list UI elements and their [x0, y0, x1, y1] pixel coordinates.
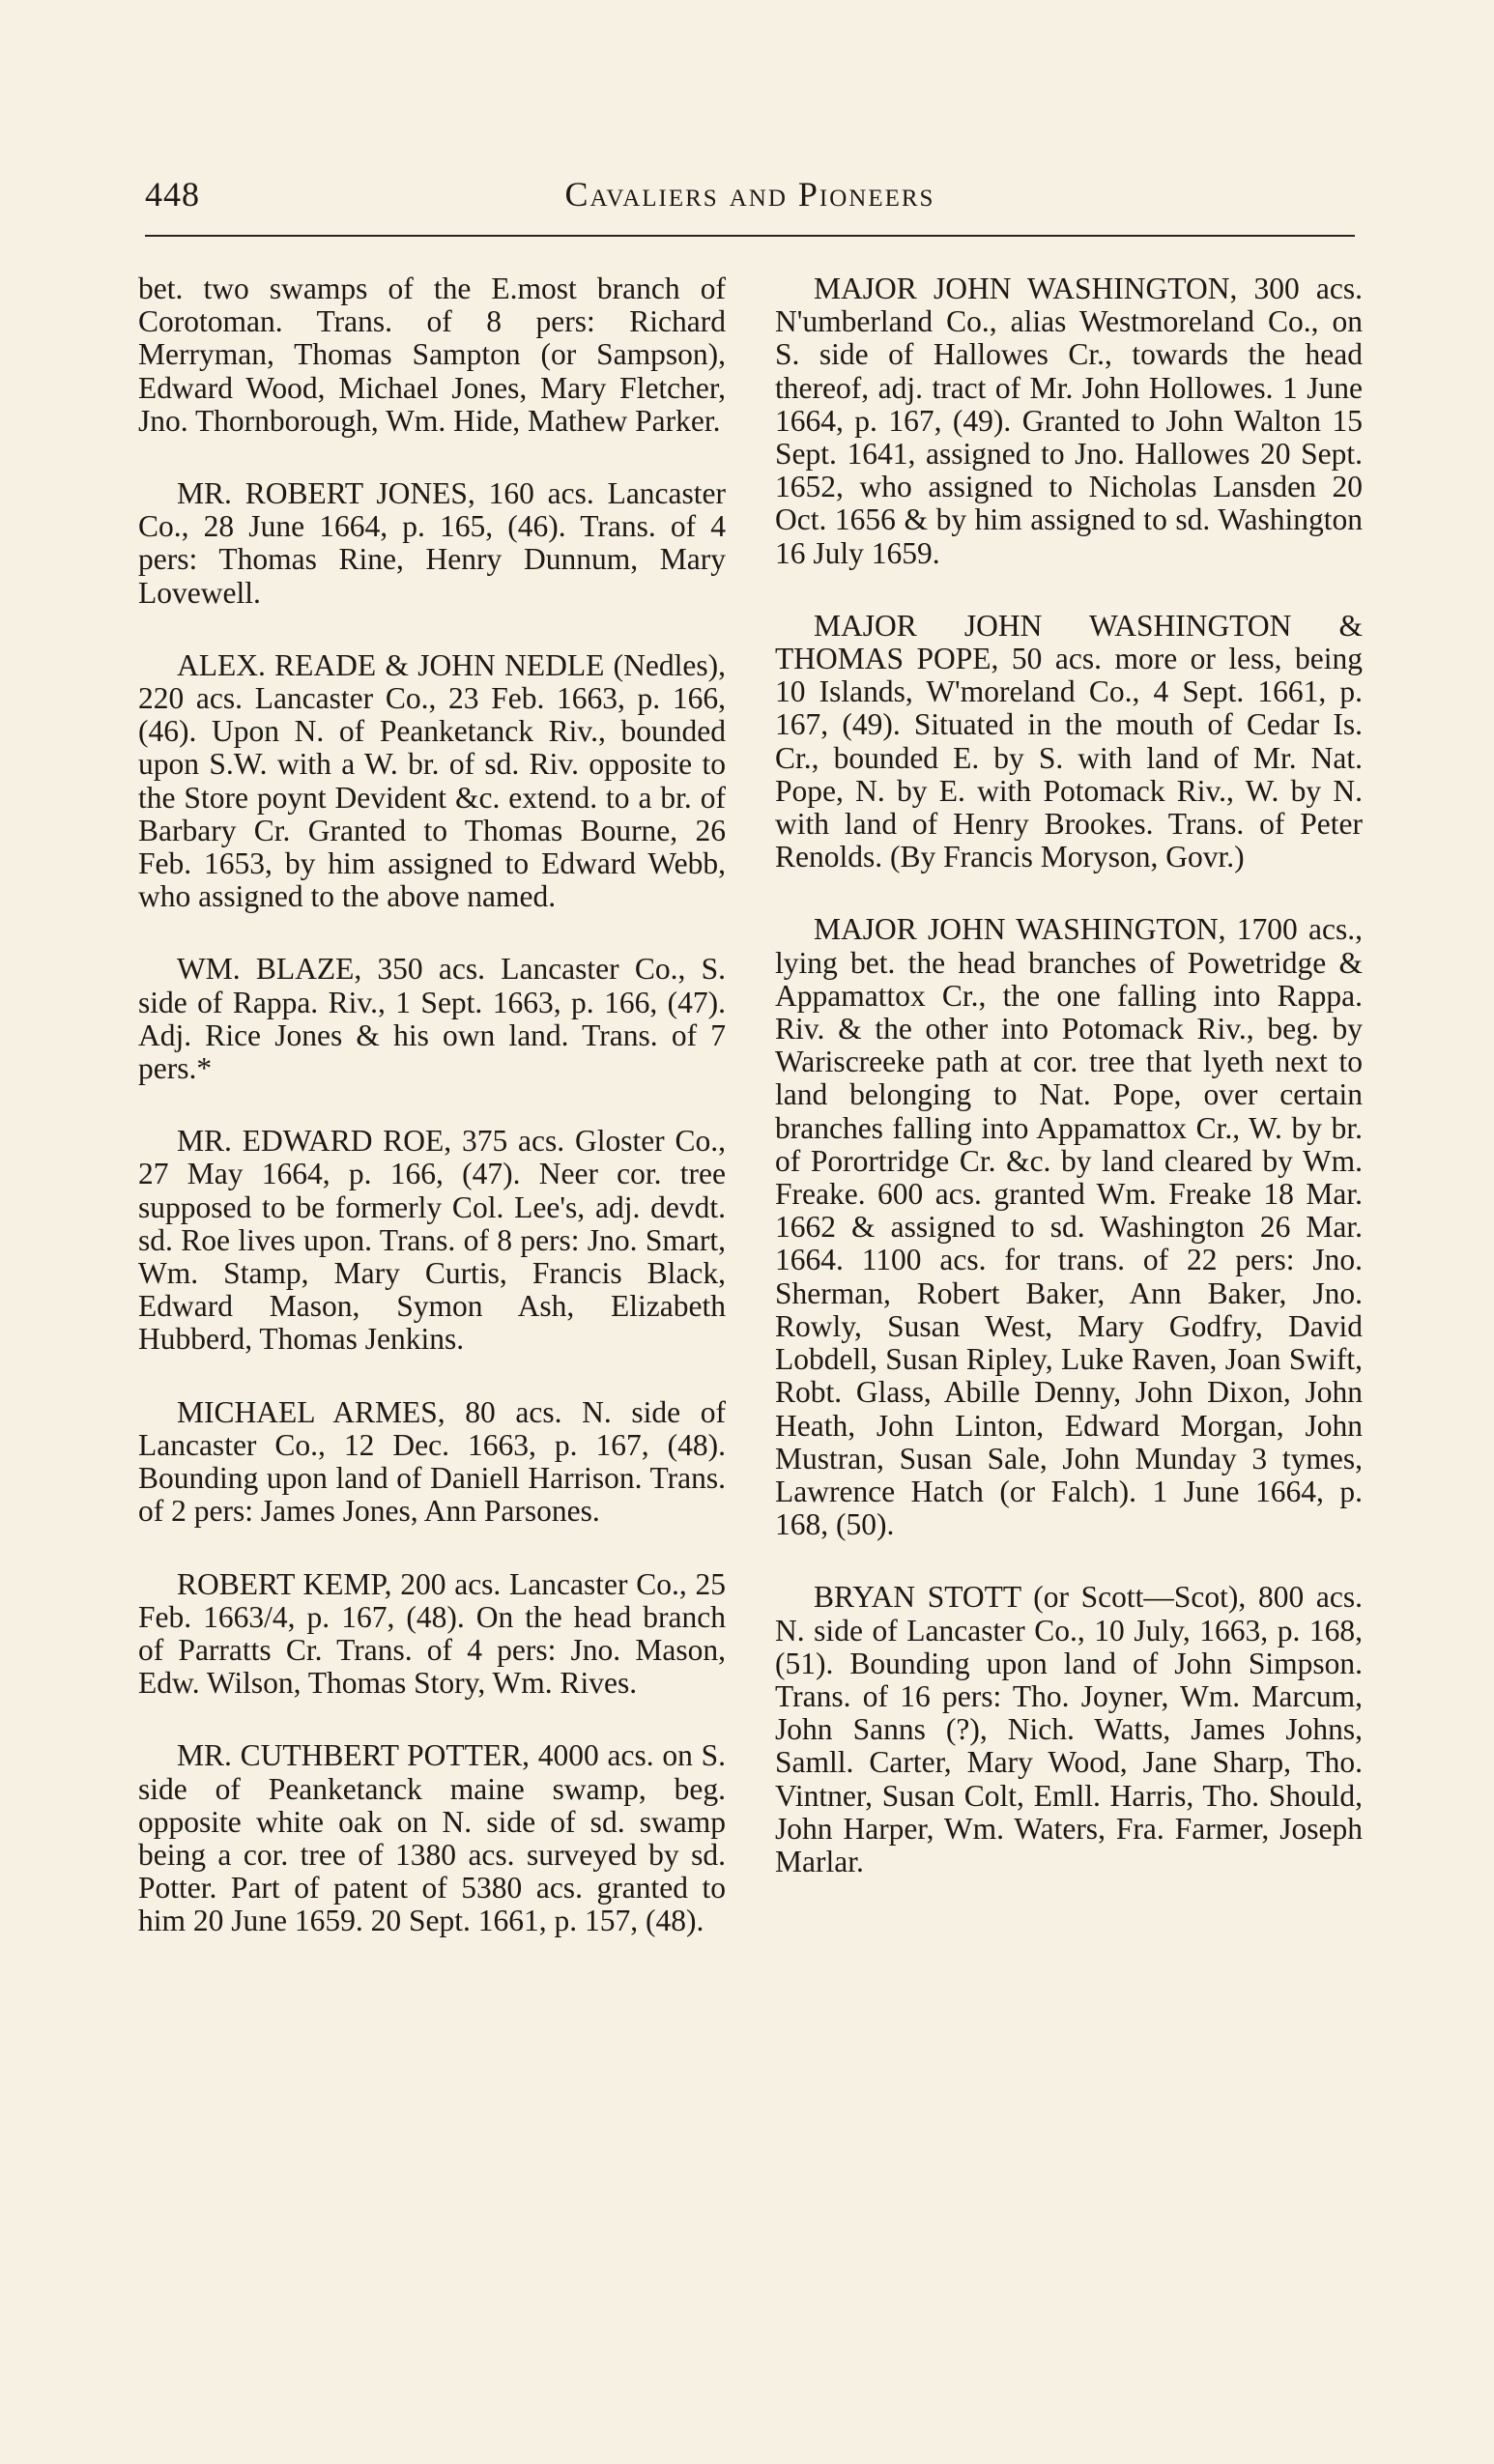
entry-continued: bet. two swamps of the E.most branch of Corotoman. Trans. of 8 pers: Richard Merryman, Thomas Sampton (or Sampson), Edward Wood, Michael Jones, Mary Fletcher, Jno. Thornborough, Wm. Hide, Mathew Parker. — [138, 272, 726, 438]
entry-reade-nedle: ALEX. READE & JOHN NEDLE (Nedles), 220 acs. Lancaster Co., 23 Feb. 1663, p. 166, (46). Upon N. of Peanketanck Riv., bounded upon S.W. with a W. br. of sd. Riv. opposite to the Store poynt Devident &c. extend. to a br. of Barbary Cr. Granted to Thomas Bourne, 26 Feb. 1653, by him assigned to Edward Webb, who assigned to the above named. — [138, 647, 726, 914]
entry-wm-blaze: WM. BLAZE, 350 acs. Lancaster Co., S. side of Rappa. Riv., 1 Sept. 1663, p. 166, (47). Adj. Rice Jones & his own land. Trans. of 7 pers.* — [138, 952, 726, 1086]
running-title: Cavaliers and Pioneers — [564, 175, 935, 214]
entry-washington-1700: MAJOR JOHN WASHINGTON, 1700 acs., lying bet. the head branches of Powetridge & Appamattox Cr., the one falling into Rappa. Riv. & the other into Potomack Riv., beg. by Wariscreeke path at cor. tree that lyeth next to land belonging to Nat. Pope, over certain branches falling into Appamattox Cr., W. by br. of Porortridge Cr. &c. by land cleared by Wm. Freake. 600 acs. granted Wm. Freake 18 Mar. 1662 & assigned to sd. Washington 26 Mar. 1664. 1100 acs. for trans. of 22 pers: Jno. Sherman, Robert Baker, Ann Baker, Jno. Rowly, Susan West, Mary Godfry, David Lobdell, Susan Ripley, Luke Raven, Joan Swift, Robt. Glass, Abille Denny, John Dixon, John Heath, John Linton, Edward Morgan, John Mustran, Susan Sale, John Munday 3 tymes, Lawrence Hatch (or Falch). 1 June 1664, p. 168, (50). — [775, 912, 1363, 1542]
entry-edward-roe: MR. EDWARD ROE, 375 acs. Gloster Co., 27 May 1664, p. 166, (47). Neer cor. tree supposed to be formerly Col. Lee's, adj. devdt. sd. Roe lives upon. Trans. of 8 pers: Jno. Smart, Wm. Stamp, Mary Curtis, Francis Black, Edward Mason, Symon Ash, Elizabeth Hubberd, Thomas Jenkins. — [138, 1124, 726, 1357]
page-header — [145, 174, 1355, 232]
entry-bryan-stott: BRYAN STOTT (or Scott—Scot), 800 acs. N. side of Lancaster Co., 10 July, 1663, p. 168, (51). Bounding upon land of John Simpson. Trans. of 16 pers: Tho. Joyner, Wm. Marcum, John Sanns (?), Nich. Watts, James Johns, Samll. Carter, Mary Wood, Jane Sharp, Tho. Vintner, Susan Colt, Emll. Harris, Tho. Should, John Harper, Wm. Waters, Fra. Farmer, Joseph Marlar. — [775, 1580, 1363, 1878]
entry-robert-jones: MR. ROBERT JONES, 160 acs. Lancaster Co., 28 June 1664, p. 165, (46). Trans. of 4 pers: Thomas Rine, Henry Dunnum, Mary Lovewell. — [138, 476, 726, 610]
entry-washington-300: MAJOR JOHN WASHINGTON, 300 acs. N'umberland Co., alias Westmoreland Co., on S. side of Hallowes Cr., towards the head thereof, adj. tract of Mr. John Hollowes. 1 June 1664, p. 167, (49). Granted to John Walton 15 Sept. 1641, assigned to Jno. Hallowes 20 Sept. 1652, who assigned to Nicholas Lansden 20 Oct. 1656 & by him assigned to sd. Washington 16 July 1659. — [775, 272, 1363, 570]
right-column — [775, 272, 1363, 1918]
page-number: 448 — [145, 175, 200, 214]
entry-cuthbert-potter: MR. CUTHBERT POTTER, 4000 acs. on S. side of Peanketanck maine swamp, beg. opposite white oak on N. side of sd. swamp being a cor. tree of 1380 acs. surveyed by sd. Potter. Part of patent of 5380 acs. granted to him 20 June 1659. 20 Sept. 1661, p. 157, (48). — [138, 1738, 726, 1938]
entry-michael-armes: MICHAEL ARMES, 80 acs. N. side of Lancaster Co., 12 Dec. 1663, p. 167, (48). Bounding upon land of Daniell Harrison. Trans. of 2 pers: James Jones, Ann Parsones. — [138, 1394, 726, 1529]
entry-robert-kemp: ROBERT KEMP, 200 acs. Lancaster Co., 25 Feb. 1663/4, p. 167, (48). On the head branch of Parratts Cr. Trans. of 4 pers: Jno. Mason, Edw. Wilson, Thomas Story, Wm. Rives. — [138, 1566, 726, 1701]
left-column — [138, 272, 726, 1978]
entry-washington-pope: MAJOR JOHN WASHINGTON & THOMAS POPE, 50 acs. more or less, being 10 Islands, W'moreland Co., 4 Sept. 1661, p. 167, (49). Situated in the mouth of Cedar Is. Cr., bounded E. by S. with land of Mr. Nat. Pope, N. by E. with Potomack Riv., W. by N. with land of Henry Brookes. Trans. of Peter Renolds. (By Francis Moryson, Govr.) — [775, 608, 1363, 874]
header-rule — [145, 235, 1355, 237]
